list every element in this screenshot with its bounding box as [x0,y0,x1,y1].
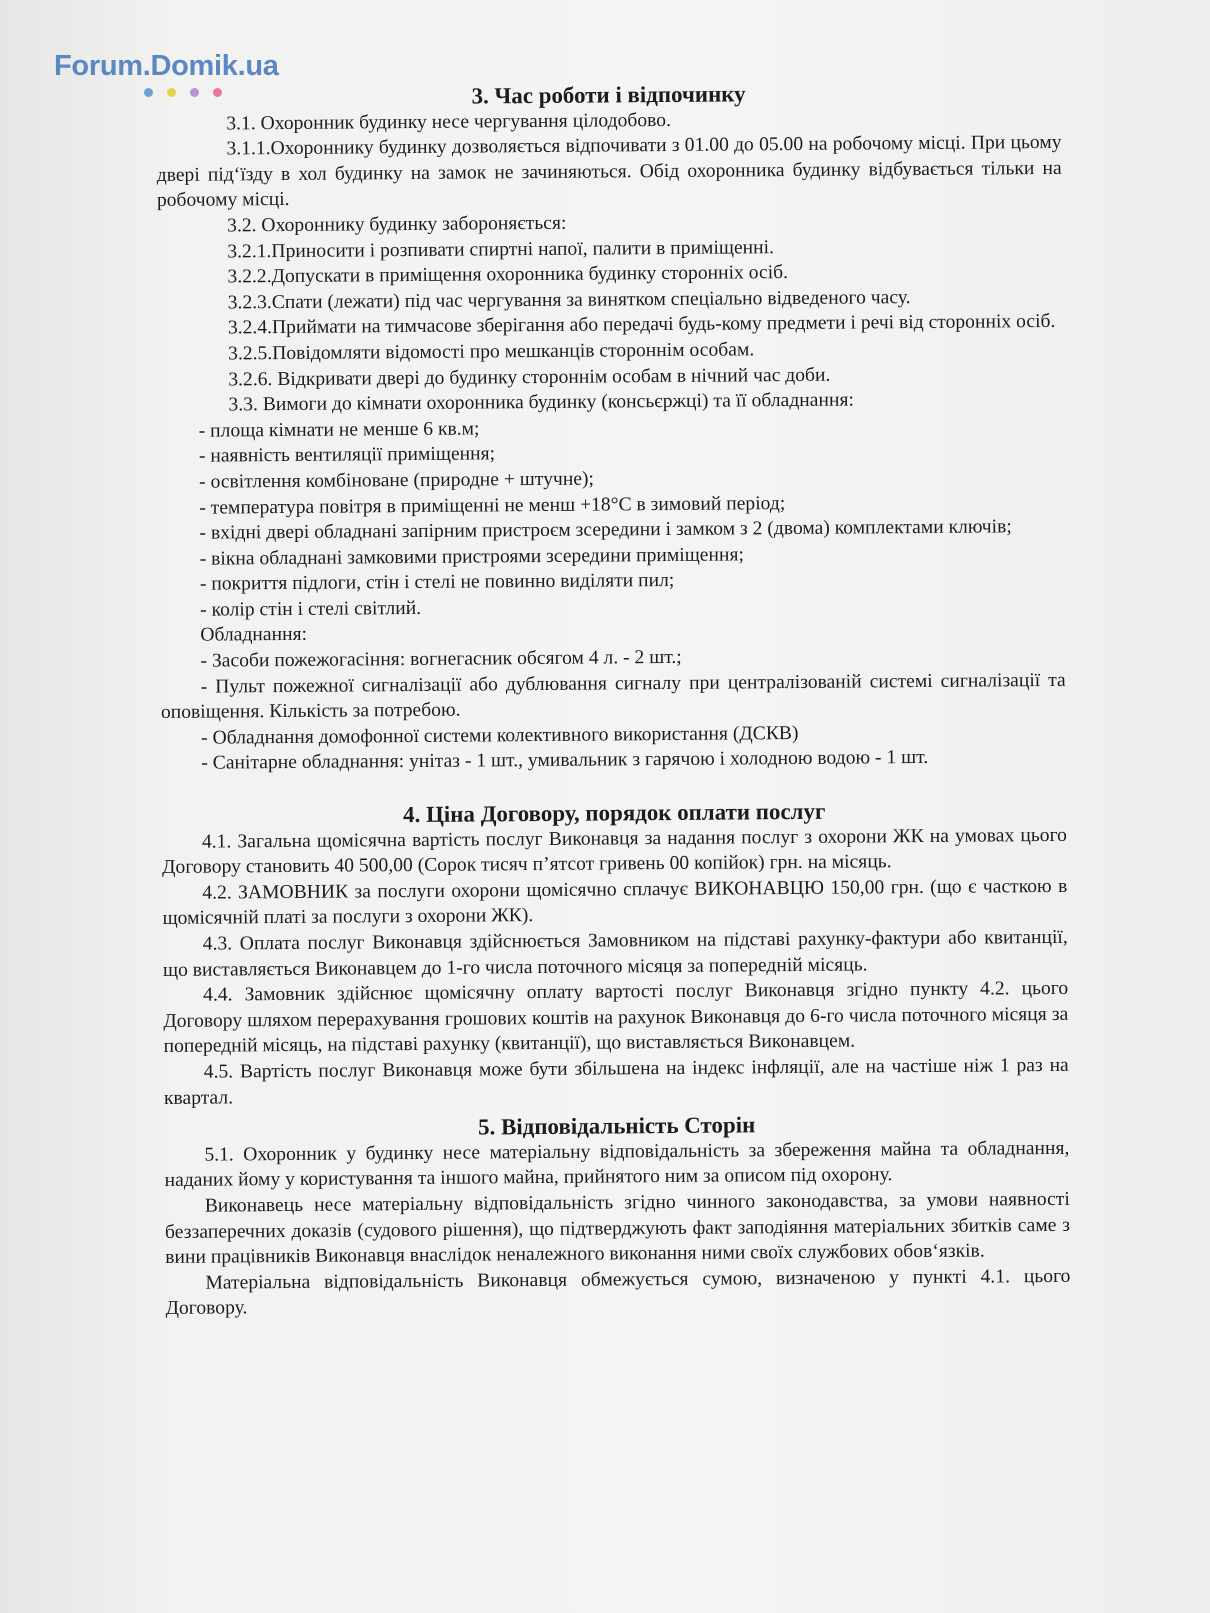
room-requirement-colour: - колір стін і стелі світлий. [200,597,422,621]
clause-3-1-1: 3.1.1.Охороннику будинку дозволяється відпочивати з 01.00 до 05.00 на робочому місці. При цьому двері під‘їзду в хол будинку на замок не зачиняються. Обід охоронника будинку відбувається тільки на робочому місці. [156,132,1062,212]
document-body [156,79,1071,1322]
clause-4-1: 4.1. Загальна щомісячна вартість послуг Виконавця за надання послуг з охорони ЖК на умовах цього Договору становить 40 500,00 (Сорок тисяч п’ятсот гривень 00 копійок) грн. на місяць. [162,824,1067,879]
equipment-label: Обладнання: [200,624,308,647]
room-requirement-ventilation: - наявність вентиляції приміщення; [198,443,496,467]
clause-4-2: 4.2. ЗАМОВНИК за послуги охорони щомісячно сплачує ВИКОНАВЦЮ 150,00 грн. (що є часткою в щомісячній платі за послуги з охорони ЖК). [162,875,1068,930]
clause-3-2-4: 3.2.4.Приймати на тимчасове зберігання або передачі будь-кому предмети і речі від сторонніх осіб. [227,311,1056,339]
equipment-extinguisher: - Засоби пожежогасіння: вогнегасник обсягом 4 л. - 2 шт.; [200,646,682,672]
section-3-title: 3. Час роботи і відпочинку [471,81,746,109]
room-requirement-windows: - вікна обладнані замковими пристроями зсередини приміщення; [199,544,744,570]
clause-4-4: 4.4. Замовник здійснює щомісячну оплату вартості послуг Виконавця згідно пункту 4.2. цього Договору шляхом перерахування грошових коштів на рахунок Виконавця до 6-го числа поточного місяця за попередній місяць, на підставі рахунку (квитанції), що виставляється Виконавцем. [163,978,1069,1058]
clause-5-3: Матеріальна відповідальність Виконавця обмежується сумою, визначеною у пункті 4.1. цього Договору. [165,1265,1071,1320]
clause-5-1: 5.1. Охоронник у будинку несе матеріальну відповідальність за збереження майна та обладнання, наданих йому у користування та іншого майна, прийнятого ним за описом під охорону. [164,1137,1070,1192]
clause-4-5: 4.5. Вартість послуг Виконавця може бути збільшена на індекс інфляції, але на частіше ніж 1 раз на квартал. [163,1054,1069,1109]
room-requirement-lighting: - освітлення комбіноване (природне + штучне); [199,468,595,493]
room-requirement-area: - площа кімнати не менше 6 кв.м; [198,418,480,442]
room-requirement-surfaces: - покриття підлоги, стін і стелі не повинно виділяти пил; [199,570,675,595]
watermark-dot-blue [144,88,153,97]
equipment-intercom: - Обладнання домофонної системи колективного використання (ДСКВ) [201,722,799,749]
equipment-fire-alarm: - Пульт пожежної сигналізації або дублювання сигналу при централізованій системі сигналізації та оповіщення. Кількість за потребою. [160,669,1066,724]
room-requirement-door: - вхідні двері обладнані запірним пристроєм зсередини і замком з 2 (двома) комплектами ключів; [199,516,1012,544]
room-requirement-temperature: - температура повітря в приміщенні не менш +18°С в зимовий період; [199,492,786,519]
clause-3-2-2: 3.2.2.Допускати в приміщення охоронника будинку сторонніх осіб. [227,262,789,288]
clause-5-2: Виконавець несе матеріальну відповідальність згідно чинного законодавства, за умови наявності беззаперечних доказів (судового рішення), що підтверджують факт заподіяння матеріальних збитків саме з вини працівників Виконавця внаслідок неналежного виконання ними своїх службових обов‘язків. [164,1188,1071,1269]
clause-3-2-5: 3.2.5.Повідомляти відомості про мешканців стороннім особам. [228,339,755,365]
equipment-sanitary: - Санітарне обладнання: унітаз - 1 шт., умивальник з гарячою і холодною водою - 1 шт. [201,747,929,775]
clause-3-3: 3.3. Вимоги до кімнати охоронника будинку (консьєржці) та її обладнання: [228,389,854,416]
clause-3-2-3: 3.2.3.Спати (лежати) під час чергування за винятком спеціально відведеного часу. [227,286,911,314]
clause-3-1: 3.1. Охоронник будинку несе чергування цілодобово. [226,109,672,135]
clause-3-2-1: 3.2.1.Приносити і розпивати спиртні напої, палити в приміщенні. [227,236,775,263]
clause-4-3: 4.3. Оплата послуг Виконавця здійснюється Замовником на підставі рахунку-фактури або квитанції, що виставляється Виконавцем до 1-го числа поточного місяця за попередній місяць. [162,926,1068,981]
clause-3-2: 3.2. Охороннику будинку забороняється: [227,212,567,237]
section-5-title: 5. Відповідальність Сторін [478,1112,756,1140]
clause-3-2-6: 3.2.6. Відкривати двері до будинку стороннім особам в нічний час доби. [228,364,831,390]
watermark-logo: Forum.Domik.ua [54,50,279,82]
section-4-title: 4. Ціна Договору, порядок оплати послуг [403,798,826,828]
